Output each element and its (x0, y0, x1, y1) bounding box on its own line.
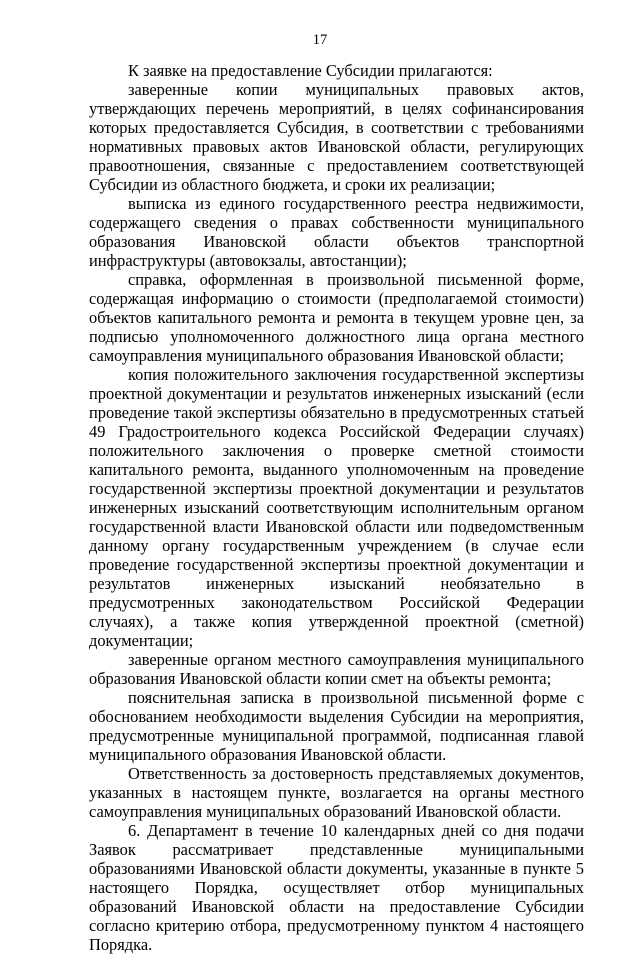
paragraph-responsibility: Ответственность за достоверность представляемых документов, указанных в настоящем пункте, возлагается на органы местного самоуправления муниципальных образований Ивановской области. (89, 764, 584, 821)
paragraph-explanatory-note: пояснительная записка в произвольной письменной форме с обоснованием необходимости выделения Субсидии на мероприятия, предусмотренные муниципальной программой, подписанная главой муниципального образования Ивановской области. (89, 688, 584, 764)
paragraph-expertise-conclusion: копия положительного заключения государственной экспертизы проектной документации и результатов инженерных изысканий (если проведение такой экспертизы обязательно в предусмотренных статьей 49 Градостроительного кодекса Российской Федерации случаях) положительного заключения о проверке сметной стоимости капитального ремонта, выданного уполномоченным на проведение государственной экспертизы проектной документации и результатов инженерных изысканий соответствующим исполнительным органом государственной власти Ивановской области или подведомственным данному органу государственным учреждением (в случае если проведение государственной экспертизы проектной документации и результатов инженерных изысканий необязательно в предусмотренных законодательством Российской Федерации случаях), а также копия утвержденной проектной (сметной) документации; (89, 365, 584, 650)
paragraph-attachments-intro: К заявке на предоставление Субсидии прилагаются: (128, 61, 493, 80)
paragraph-registry-extract: выписка из единого государственного реестра недвижимости, содержащего сведения о правах собственности муниципального образования Ивановской области объектов транспортной инфраструктуры (автовокзалы, автостанции); (89, 194, 584, 270)
paragraph-legal-acts-copies: заверенные копии муниципальных правовых актов, утверждающих перечень мероприятий, в целях софинансирования которых предоставляется Субсидия, в соответствии с требованиями нормативных правовых актов Ивановской области, регулирующих правоотношения, связанные с предоставлением соответствующей Субсидии из областного бюджета, и сроки их реализации; (89, 80, 584, 194)
paragraph-estimate-copies: заверенные органом местного самоуправления муниципального образования Ивановской области копии смет на объекты ремонта; (89, 650, 584, 688)
paragraph-cost-certificate: справка, оформленная в произвольной письменной форме, содержащая информацию о стоимости (предполагаемой стоимости) объектов капитального ремонта и ремонта в текущем уровне цен, за подписью уполномоченного должностного лица органа местного самоуправления муниципального образования Ивановской области; (89, 270, 584, 365)
document-body (89, 61, 584, 954)
paragraph-item-6: 6. Департамент в течение 10 календарных дней со дня подачи Заявок рассматривает представленные муниципальными образованиями Ивановской области документы, указанные в пункте 5 настоящего Порядка, осуществляет отбор муниципальных образований Ивановской области на предоставление Субсидии согласно критерию отбора, предусмотренному пунктом 4 настоящего Порядка. (89, 821, 584, 954)
page-number: 17 (312, 32, 328, 48)
